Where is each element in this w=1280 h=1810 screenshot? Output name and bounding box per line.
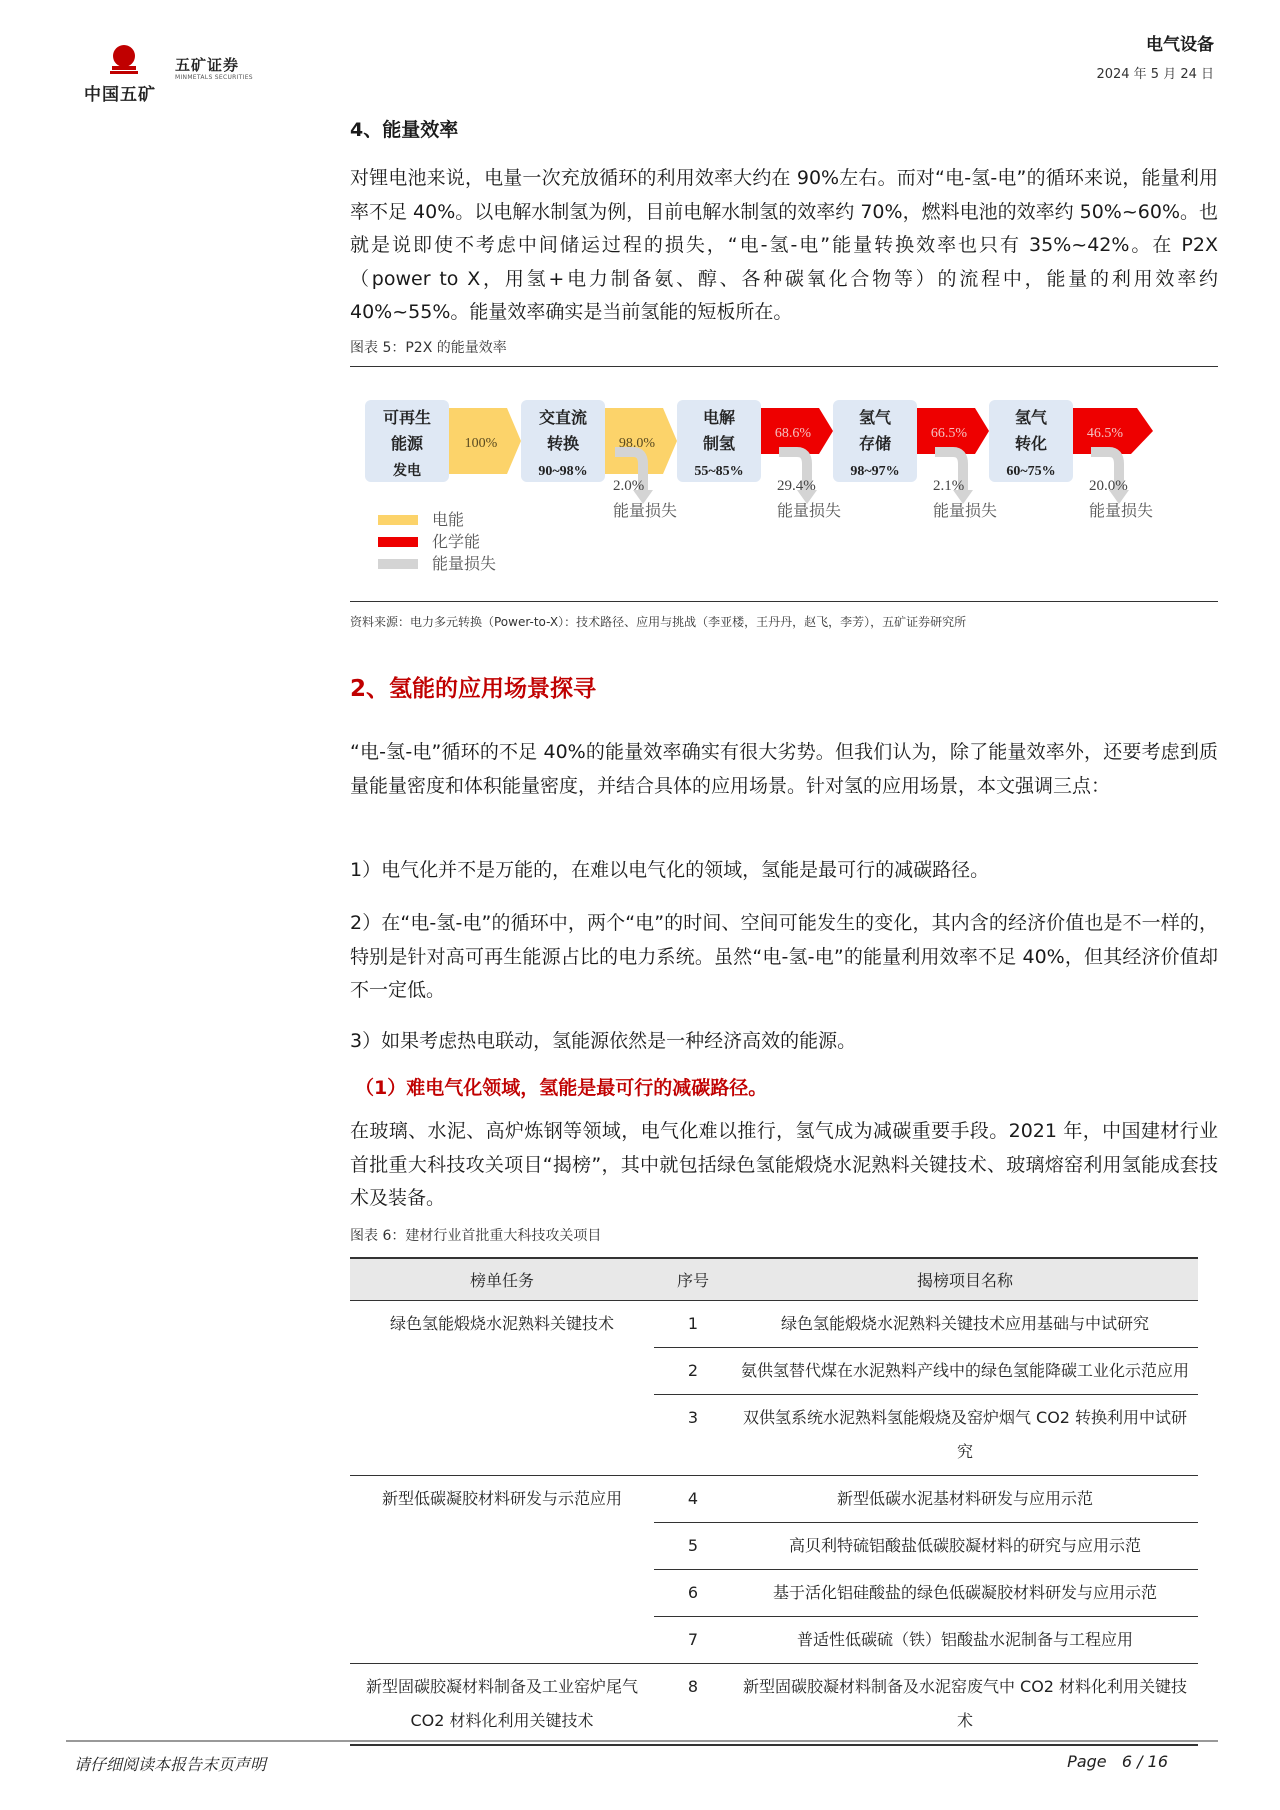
stage-text: 转化 [1014,436,1048,453]
loss-value: 20.0% [1089,478,1128,494]
row-no: 5 [654,1523,732,1570]
loss-label: 能量损失 [1089,501,1154,520]
row-name: 基于活化铝硅酸盐的绿色低碳凝胶材料研发与应用示范 [732,1570,1198,1617]
figure-caption: 图表 5：P2X 的能量效率 [350,340,507,356]
paragraph-intro: “电-氢-电”循环的不足 40%的能量效率确实有很大劣势。但我们认为，除了能量效率外，还要考虑到质量能量密度和体积能量密度，并结合具体的应用场景。针对氢的应用场景，本文强调三点： [350,741,1218,797]
page-label: Page [1067,1752,1107,1771]
row-name: 新型固碳胶凝材料制备及水泥窑废气中 CO2 材料化利用关键技术 [732,1664,1198,1746]
legend-label: 化学能 [432,532,481,551]
flow-value: 68.6% [774,426,812,441]
stage-text: 能源 [390,436,424,453]
flow-value: 46.5% [1086,426,1124,441]
page-number [1067,1752,1168,1771]
figure-top-rule [350,366,1218,367]
paragraph-point-1: 1）电气化并不是万能的，在难以电气化的领域，氢能是最可行的减碳路径。 [350,859,990,881]
paragraph-point-3: 3）如果考虑热电联动，氢能源依然是一种经济高效的能源。 [350,1030,857,1052]
row-no: 6 [654,1570,732,1617]
row-no: 7 [654,1617,732,1664]
loss-value: 2.0% [613,478,645,494]
report-sector: 电气设备 [1146,35,1214,55]
stage-text: 98~97% [850,464,900,479]
footer-rule [66,1740,1218,1742]
row-no: 1 [654,1301,732,1348]
stage-text: 90~98% [538,464,588,479]
logo-cn-text: 中国五矿 [84,85,156,105]
flow-value: 66.5% [930,426,968,441]
loss-value: 29.4% [777,478,816,494]
header-no: 序号 [654,1258,732,1301]
task-cell: 新型低碳凝胶材料研发与示范应用 [350,1476,654,1664]
table-row [350,1664,1198,1746]
row-name: 新型低碳水泥基材料研发与应用示范 [732,1476,1198,1523]
header-name: 揭榜项目名称 [732,1258,1198,1301]
legend-loss [378,553,496,575]
row-name: 绿色氢能煅烧水泥熟料关键技术应用基础与中试研究 [732,1301,1198,1348]
loss-label: 能量损失 [933,501,998,520]
report-date: 2024 年 5 月 24 日 [1096,67,1214,82]
stage-text: 转换 [546,436,580,453]
legend-label: 电能 [432,510,465,529]
stage-text: 存储 [858,436,892,453]
stage-text: 60~75% [1006,464,1056,479]
stage-text: 电解 [702,410,736,427]
legend-label: 能量损失 [432,554,497,573]
figure-source: 资料来源：电力多元转换（Power-to-X）：技术路径、应用与挑战（李亚楼，王丹丹，赵飞，李芳），五矿证券研究所 [350,615,967,629]
flow-value: 100% [464,436,498,451]
table-header-row [350,1258,1198,1301]
subsection-red-title: （1）难电气化领域，氢能是最可行的减碳路径。 [355,1077,768,1099]
row-name: 双供氢系统水泥熟料氢能煅烧及窑炉烟气 CO2 转换利用中试研究 [732,1395,1198,1476]
footer-disclaimer: 请仔细阅读本报告末页声明 [74,1755,267,1774]
legend-swatch [378,515,418,525]
row-no: 2 [654,1348,732,1395]
stage-text: 可再生 [382,410,432,427]
figure-bottom-rule [350,601,1218,602]
stage-text: 氢气 [1014,410,1048,427]
row-no: 4 [654,1476,732,1523]
row-no: 8 [654,1664,732,1746]
loss-label: 能量损失 [777,501,842,520]
diagram-legend [378,509,496,575]
page-num: 6 / 16 [1121,1752,1168,1771]
flow-value: 98.0% [618,436,656,451]
row-name: 普适性低碳硫（铁）铝酸盐水泥制备与工程应用 [732,1617,1198,1664]
legend-electric [378,509,496,531]
paragraph-energy-efficiency: 对锂电池来说，电量一次充放循环的利用效率大约在 90%左右。而对“电-氢-电”的循环来说，能量利用率不足 40%。以电解水制氢为例，目前电解水制氢的效率约 70%，燃料电池的效率约 50%~60%。也就是说即使不考虑中间储运过程的损失，“电-氢-电”能量转换效率也只有 35%~42%。在 P2X（power to X，用氢+电力制备氨、醇、各种碳氧化合物等）的流程中，能量的利用效率约 40%~55%。能量效率确实是当前氢能的短板所在。 [350,167,1218,323]
stage-text: 交直流 [538,410,588,427]
stage-text: 制氢 [702,436,736,453]
stage-text: 发电 [393,464,421,479]
paragraph-body: 在玻璃、水泥、高炉炼钢等领域，电气化难以推行，氢气成为减碳重要手段。2021 年，中国建材行业首批重大科技攻关项目“揭榜”，其中就包括绿色氢能煅烧水泥熟料关键技术、玻璃熔窑利用氢能成套技术及装备。 [350,1120,1218,1209]
legend-chemical [378,531,496,553]
section-title: 2、氢能的应用场景探寻 [350,676,597,702]
legend-swatch [378,559,418,569]
loss-label: 能量损失 [613,501,678,520]
stage-text: 55~85% [694,464,744,479]
table-row [350,1476,1198,1523]
loss-value: 2.1% [933,478,965,494]
stage-text: 氢气 [858,410,892,427]
logo-brand-text: 五矿证券 [175,56,240,74]
header-task: 榜单任务 [350,1258,654,1301]
row-no: 3 [654,1395,732,1476]
paragraph-point-2: 2）在“电-氢-电”的循环中，两个“电”的时间、空间可能发生的变化，其内含的经济价值也是不一样的，特别是针对高可再生能源占比的电力系统。虽然“电-氢-电”的能量利用效率不足 40%，但其经济价值却不一定低。 [350,912,1218,1001]
table-caption: 图表 6：建材行业首批重大科技攻关项目 [350,1228,602,1244]
projects-table [350,1257,1198,1746]
task-cell: 绿色氢能煅烧水泥熟料关键技术 [350,1301,654,1476]
subsection-title: 4、能量效率 [350,119,459,141]
logo-en-text: MINMETALS SECURITIES [175,74,253,81]
row-name: 氨供氢替代煤在水泥熟料产线中的绿色氢能降碳工业化示范应用 [732,1348,1198,1395]
legend-swatch [378,537,418,547]
task-cell: 新型固碳胶凝材料制备及工业窑炉尾气 CO2 材料化利用关键技术 [350,1664,654,1746]
row-name: 高贝利特硫铝酸盐低碳胶凝材料的研究与应用示范 [732,1523,1198,1570]
table-row [350,1301,1198,1348]
